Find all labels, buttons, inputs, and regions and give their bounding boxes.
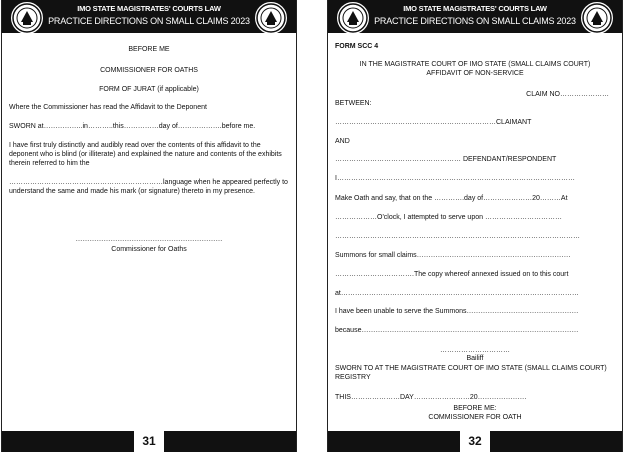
header-practice-title: PRACTICE DIRECTIONS ON SMALL CLAIMS 2023	[48, 16, 250, 26]
unable-to-serve-line: I have been unable to serve the Summons…………………………………………	[335, 308, 579, 315]
jurat-instruction: Where the Commissioner has read the Affidavit to the Deponent	[9, 104, 207, 111]
and-label: AND	[335, 138, 350, 145]
before-me: BEFORE ME:	[453, 405, 497, 412]
bailiff-signature-line: …………………………	[440, 347, 510, 354]
page-footer	[2, 431, 296, 452]
claim-number: CLAIM NO…………………	[526, 91, 609, 98]
page-31	[1, 0, 297, 452]
court-title: IN THE MAGISTRATE COURT OF IMO STATE (SMALL CLAIMS COURT) AFFIDAVIT OF NON-SERVICE	[359, 61, 591, 77]
page-header	[2, 0, 296, 33]
jurat-form-title: FORM OF JURAT (if applicable)	[99, 86, 199, 93]
imo-state-seal-icon	[255, 2, 287, 34]
service-attempt-line: ………………O'clock, I attempted to serve upon ……………………………	[335, 214, 562, 221]
header-practice-title: PRACTICE DIRECTIONS ON SMALL CLAIMS 2023	[374, 16, 576, 26]
copy-issued-line: …………………………….The copy whereof annexed issued on to this court	[335, 271, 569, 278]
imo-state-seal-icon	[581, 2, 613, 34]
blank-line: ……………………………………………………………………………………………	[335, 233, 580, 240]
page-footer	[328, 431, 622, 452]
commissioner-signature-label: Commissioner for Oaths	[111, 246, 187, 253]
between-label: BETWEEN:	[335, 100, 372, 107]
oath-date-line: Make Oath and say, that on the ………….day of…………………20………At	[335, 195, 568, 202]
jurat-paragraph-2: …………………………………………………………language when he appeared perfectly to understand the same and made his mark (or signature) thereto in my presence.	[9, 179, 288, 195]
sworn-line: SWORN at……………..in………..this……………day of……………….before me.	[9, 123, 256, 130]
claimant-line: ……………………………………………………………CLAIMANT	[335, 119, 532, 126]
sworn-statement: SWORN TO AT THE MAGISTRATE COURT OF IMO STATE (SMALL CLAIMS COURT) REGISTRY	[335, 365, 607, 381]
form-code: FORM SCC 4	[335, 43, 379, 50]
page-32	[327, 0, 623, 452]
summons-line: Summons for small claims…………………………………………………………	[335, 252, 571, 259]
page-number: 32	[460, 431, 490, 452]
deponent-line: I…………………………………………………………………………………………	[335, 175, 575, 182]
page-number: 31	[134, 431, 164, 452]
at-line: at…………………………………………………………………………………………	[335, 290, 579, 297]
commissioner-label: COMMISSIONER FOR OATH	[428, 414, 522, 421]
because-line: because…………………………………………………………………………………	[335, 327, 579, 334]
page-header	[328, 0, 622, 33]
signature-line: ………………………………………………………	[75, 236, 223, 243]
commissioner-heading: COMMISSIONER FOR OATHS	[100, 67, 198, 74]
bailiff-label: Bailiff	[466, 355, 484, 362]
before-me: BEFORE ME	[128, 46, 170, 53]
day-line: THIS…………………DAY……………………20…………………	[335, 394, 527, 401]
header-law-title: IMO STATE MAGISTRATES' COURTS LAW	[403, 4, 547, 13]
defendant-line: ……………………………………………… DEFENDANT/RESPONDENT	[335, 156, 557, 163]
jurat-paragraph-1: I have first truly distinctly and audibly read over the contents of this affidavit to the deponent who is blind (or illiterate) and explained the nature and contents of the exhibits therein referred to him the	[9, 142, 282, 167]
header-law-title: IMO STATE MAGISTRATES' COURTS LAW	[77, 4, 221, 13]
